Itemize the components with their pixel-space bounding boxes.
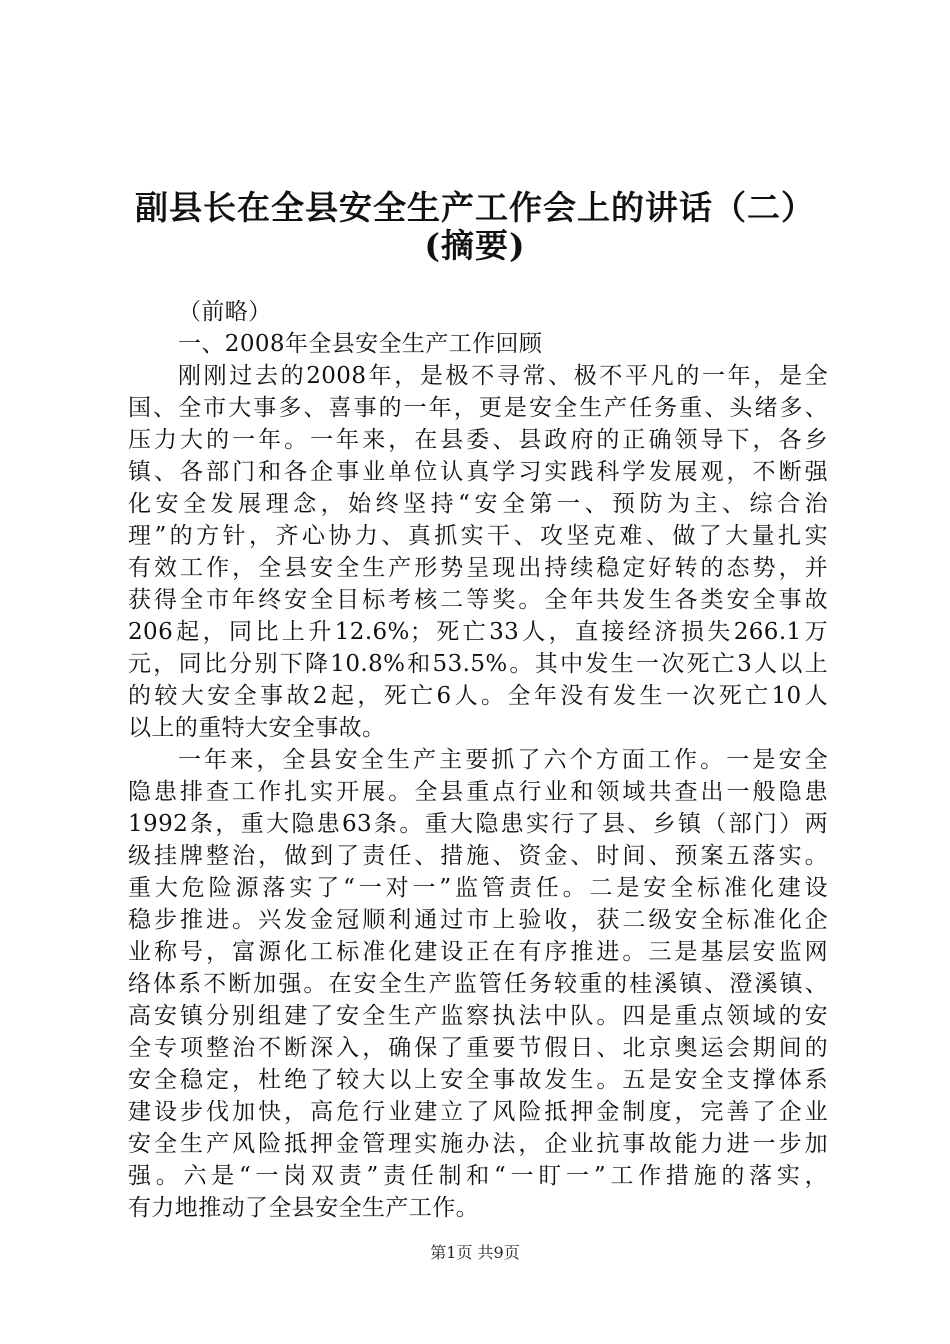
text-line: 隐患排查工作扎实开展。全县重点行业和领域共查出一般隐患 — [128, 779, 828, 805]
text-line: 有力地推动了全县安全生产工作。 — [128, 1195, 479, 1221]
text-line: 稳步推进。兴发金冠顺利通过市上验收，获二级安全标准化企 — [128, 907, 828, 933]
text-line: 压力大的一年。一年来，在县委、县政府的正确领导下，各乡 — [128, 427, 828, 453]
section-heading: 一、2008年全县安全生产工作回顾 — [178, 331, 543, 357]
text-line: 有效工作，全县安全生产形势呈现出持续稳定好转的态势，并 — [128, 555, 828, 581]
text-line: 以上的重特大安全事故。 — [128, 715, 386, 741]
text-line: 一年来，全县安全生产主要抓了六个方面工作。一是安全 — [178, 747, 828, 773]
text-line: 高安镇分别组建了安全生产监察执法中队。四是重点领域的安 — [128, 1003, 828, 1029]
text-line: 国、全市大事多、喜事的一年，更是安全生产任务重、头绪多、 — [128, 395, 828, 421]
text-line: 元，同比分别下降10.8%和53.5%。其中发生一次死亡3人以上 — [128, 651, 828, 677]
text-line: 镇、各部门和各企事业单位认真学习实践科学发展观，不断强 — [128, 459, 828, 485]
document-title: 副县长在全县安全生产工作会上的讲话（二） — [135, 188, 815, 227]
text-line: 的较大安全事故2起，死亡6人。全年没有发生一次死亡10人 — [128, 683, 828, 709]
text-line: 建设步伐加快，高危行业建立了风险抵押金制度，完善了企业 — [128, 1099, 828, 1125]
text-line: 化安全发展理念，始终坚持“安全第一、预防为主、综合治 — [128, 491, 828, 517]
text-line: 重大危险源落实了“一对一”监管责任。二是安全标准化建设 — [128, 875, 828, 901]
text-line: 1992条，重大隐患63条。重大隐患实行了县、乡镇（部门）两 — [128, 811, 828, 837]
text-line: 级挂牌整治，做到了责任、措施、资金、时间、预案五落实。 — [128, 843, 828, 869]
document-subtitle: (摘要) — [424, 226, 526, 265]
text-line: 安全生产风险抵押金管理实施办法，企业抗事故能力进一步加 — [128, 1131, 828, 1157]
text-line: 刚刚过去的2008年，是极不寻常、极不平凡的一年，是全 — [178, 363, 828, 389]
page-footer: 第1页 共9页 — [430, 1243, 520, 1262]
text-line: 络体系不断加强。在安全生产监管任务较重的桂溪镇、澄溪镇、 — [128, 971, 828, 997]
document-body — [128, 296, 828, 1224]
text-line: 业称号，富源化工标准化建设正在有序推进。三是基层安监网 — [128, 939, 828, 965]
text-line: 安全稳定，杜绝了较大以上安全事故发生。五是安全支撑体系 — [128, 1067, 828, 1093]
text-line: 全专项整治不断深入，确保了重要节假日、北京奥运会期间的 — [128, 1035, 828, 1061]
text-line: 理”的方针，齐心协力、真抓实干、攻坚克难、做了大量扎实 — [128, 523, 828, 549]
text-line: 强。六是“一岗双责”责任制和“一盯一”工作措施的落实， — [128, 1163, 828, 1189]
text-line: 获得全市年终安全目标考核二等奖。全年共发生各类安全事故 — [128, 587, 828, 613]
text-line: 206起，同比上升12.6%；死亡33人，直接经济损失266.1万 — [128, 619, 828, 645]
text-line: （前略） — [178, 299, 272, 325]
